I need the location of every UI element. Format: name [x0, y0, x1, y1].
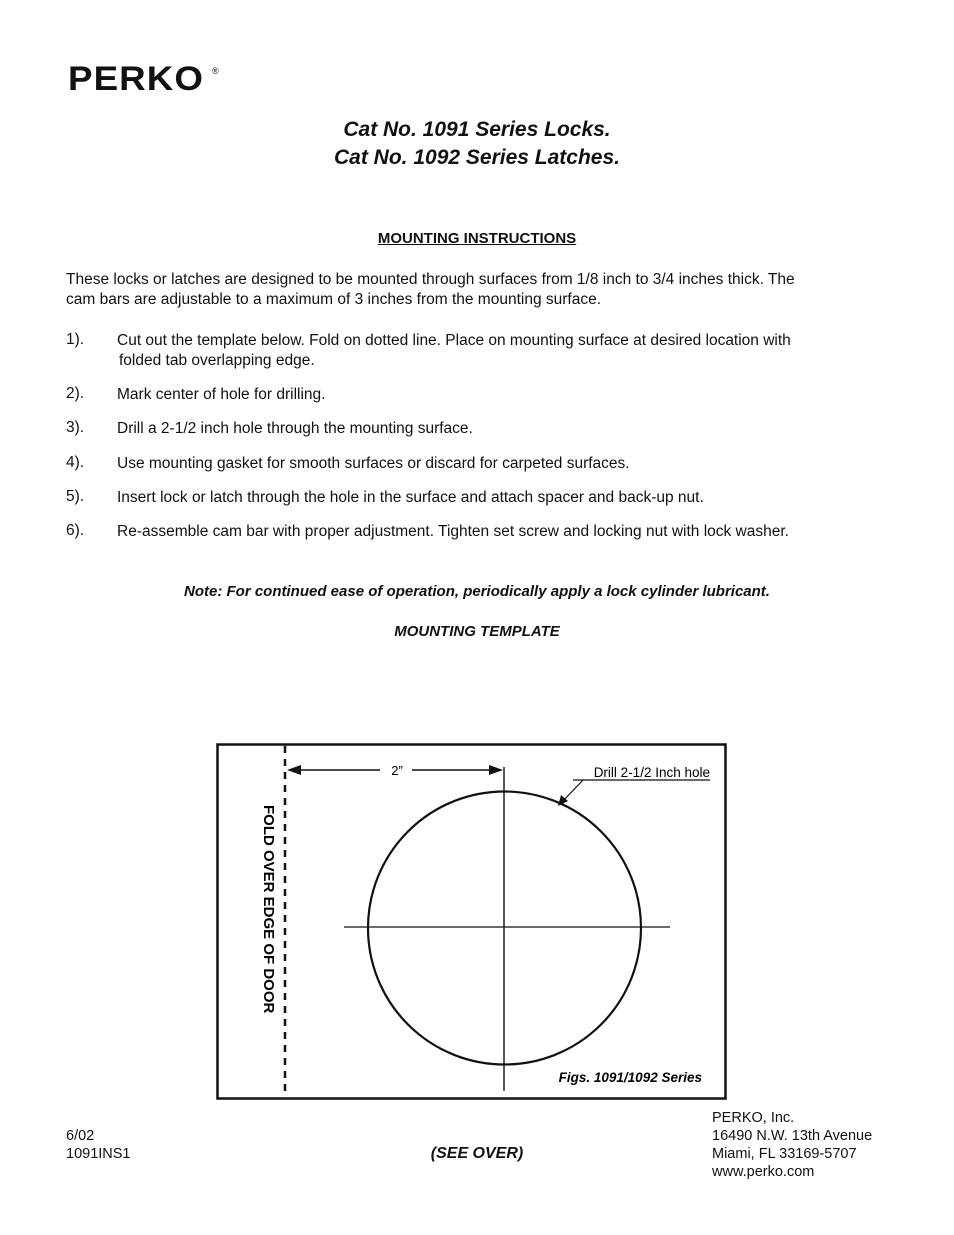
title-latches: Cat No. 1092 Series Latches. — [334, 146, 620, 169]
registered-mark: ® — [212, 66, 219, 76]
step-4-number: 4). — [66, 454, 85, 471]
footer-doc-code: 1091INS1 — [66, 1146, 131, 1162]
company-address-city: Miami, FL 33169-5707 — [712, 1146, 857, 1162]
step-4-text: Use mounting gasket for smooth surfaces or discard for carpeted surfaces. — [117, 455, 630, 472]
lubricant-note: Note: For continued ease of operation, periodically apply a lock cylinder lubricant. — [184, 583, 770, 600]
template-border — [218, 745, 726, 1099]
footer-date: 6/02 — [66, 1128, 95, 1144]
drill-label: Drill 2-1/2 Inch hole — [593, 765, 710, 780]
dimension-label: 2” — [391, 763, 403, 778]
step-3-text: Drill a 2-1/2 inch hole through the mounting surface. — [117, 420, 473, 437]
step-1-text-line-1: Cut out the template below. Fold on dotted line. Place on mounting surface at desired location with — [117, 332, 791, 349]
perko-logo: PERKO — [68, 60, 204, 98]
title-locks: Cat No. 1091 Series Locks. — [343, 118, 611, 141]
intro-line-2: cam bars are adjustable to a maximum of 3 inches from the mounting surface. — [66, 291, 601, 308]
mounting-template-heading: MOUNTING TEMPLATE — [394, 623, 560, 640]
step-1-text-line-2: folded tab overlapping edge. — [119, 352, 315, 369]
company-website: www.perko.com — [712, 1164, 815, 1180]
step-2-text: Mark center of hole for drilling. — [117, 386, 326, 403]
fold-label: FOLD OVER EDGE OF DOOR — [260, 805, 277, 1014]
step-6-text: Re-assemble cam bar with proper adjustment. Tighten set screw and locking nut with lock washer. — [117, 523, 789, 540]
company-address-street: 16490 N.W. 13th Avenue — [712, 1128, 873, 1144]
step-6-number: 6). — [66, 522, 85, 539]
intro-line-1: These locks or latches are designed to be mounted through surfaces from 1/8 inch to 3/4 inches thick. The — [66, 271, 795, 288]
figure-caption: Figs. 1091/1092 Series — [558, 1070, 702, 1085]
dimension-arrow-right-icon — [489, 765, 503, 775]
step-5-text: Insert lock or latch through the hole in the surface and attach spacer and back-up nut. — [117, 489, 704, 506]
step-2-number: 2). — [66, 385, 85, 402]
mounting-instructions-heading: MOUNTING INSTRUCTIONS — [377, 230, 577, 247]
step-5-number: 5). — [66, 488, 85, 505]
dimension-arrow-left-icon — [287, 765, 301, 775]
step-1-number: 1). — [66, 331, 85, 348]
step-3-number: 3). — [66, 419, 85, 436]
company-name: PERKO, Inc. — [712, 1110, 795, 1126]
see-over-text: (SEE OVER) — [430, 1145, 524, 1162]
